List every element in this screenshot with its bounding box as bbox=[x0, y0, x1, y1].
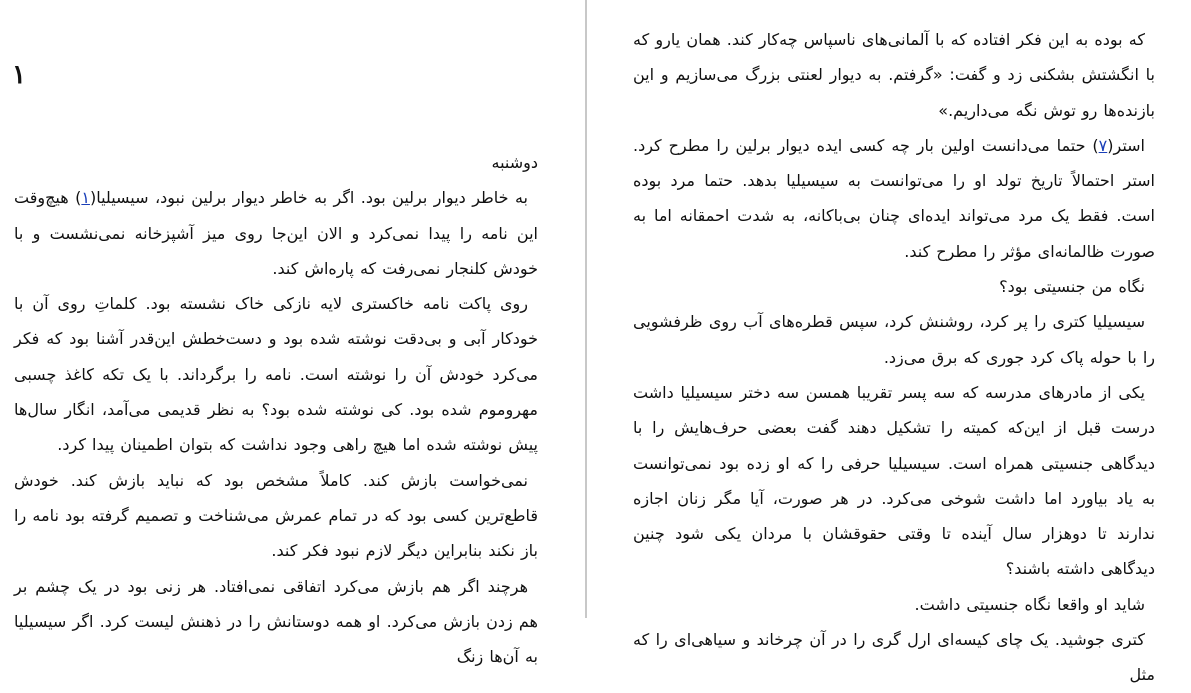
footnote-link[interactable]: ۱ bbox=[81, 188, 90, 208]
paragraph: سیسیلیا کتری را پر کرد، روشنش کرد، سپس قطره‌های آب روی ظرفشویی را با حوله پاک کرد جوری که برق می‌زد. bbox=[633, 312, 1155, 367]
paragraph: نگاه من جنسیتی بود؟ bbox=[999, 277, 1145, 297]
right-page-text bbox=[633, 22, 1155, 693]
paragraph: کتری جوشید. یک چای کیسه‌ای ارل گری را در آن چرخاند و سیاهی‌ای را که مثل bbox=[633, 630, 1155, 685]
paragraph bbox=[633, 128, 1155, 269]
paragraph-text: به خاطر دیوار برلین بود. اگر به خاطر دیوار برلین نبود، سیسیلیا( bbox=[89, 188, 528, 208]
paragraph: نمی‌خواست بازش کند. کاملاً مشخص بود که نباید بازش کند. خودش قاطع‌ترین کسی بود که در تمام عمرش می‌شناخت و تصمیم گرفته بود نامه را باز نکند بنابراین دیگر لازم نبود فکر کند. bbox=[14, 470, 538, 561]
paragraph: روی پاکت نامه خاکستری لایه نازکی خاک نشسته بود. کلماتِ روی آن با خودکار آبی و بی‌دقت نوشته شده بود و دست‌خطش این‌قدر آشنا بود که فکر می‌کرد خودش آن را نوشته است. نامه را برگرداند. با یک تکه کاغذ چسبی مهروموم شده بود. کی نوشته شده بود؟ به نظر قدیمی می‌آمد، انگار سال‌ها پیش نوشته شده اما هیچ راهی وجود نداشت که بتوان اطمینان پیدا کرد. bbox=[14, 294, 538, 455]
paragraph-text: ) حتما می‌دانست اولین بار چه کسی ایده دیوار برلین را مطرح کرد. استر احتمالاً تاریخ تولد او را می‌توانست به سیسیلیا بدهد. حتما مرد بوده است. فقط یک مرد می‌تواند ایده‌ای چنان بی‌باکانه، به شدت احمقانه اما به صورت ظالمانه‌ای مؤثر را مطرح کند. bbox=[633, 135, 1155, 261]
section-heading: دوشنبه bbox=[491, 153, 538, 172]
paragraph-text: استر( bbox=[1107, 135, 1145, 155]
paragraph: هرچند اگر هم بازش می‌کرد اتفاقی نمی‌افتاد. هر زنی بود در یک چشم بر هم زدن بازش می‌کرد. او همه دوستانش را در ذهنش لیست کرد. اگر سیسیلیا به آن‌ها زنگ bbox=[14, 576, 538, 667]
left-page bbox=[0, 0, 585, 667]
right-page bbox=[587, 0, 1191, 685]
chapter-number: ۱ bbox=[12, 60, 26, 90]
paragraph bbox=[14, 180, 538, 286]
paragraph-text: ) هیچ‌وقت این نامه را پیدا نمی‌کرد و الان این‌جا روی میز آشپزخانه نمی‌نشست و با خودش کلنجار نمی‌رفت که پاره‌اش کند. bbox=[14, 188, 538, 278]
footnote-link[interactable]: ۷ bbox=[1098, 135, 1108, 155]
paragraph: شاید او واقعا نگاه جنسیتی داشت. bbox=[914, 594, 1145, 614]
paragraph: یکی از مادرهای مدرسه که سه پسر تقریبا همسن سه دختر سیسیلیا داشت درست قبل از این‌که کمیته را تشکیل دهند گفت بعضی حرف‌هایش را با دیدگاهی جنسیتی همراه است. سیسیلیا حرفی را که او زده بود نمی‌توانست به یاد بیاورد اما داشت شوخی می‌کرد. در هر صورت، آیا مگر زنان اجازه ندارند تا دوهزار سال آینده تا وقتی حقوقشان با مردان یکی شود چنین دیدگاهی داشته باشند؟ bbox=[633, 382, 1155, 579]
left-page-text bbox=[14, 145, 538, 674]
paragraph: که بوده به این فکر افتاده که با آلمانی‌های ناسپاس چه‌کار کند. همان یارو که با انگشتش بشکنی زد و گفت: «گرفتم. به دیوار لعنتی بزرگ می‌سازیم و این بازنده‌ها رو توش نگه می‌داریم.» bbox=[633, 30, 1155, 120]
